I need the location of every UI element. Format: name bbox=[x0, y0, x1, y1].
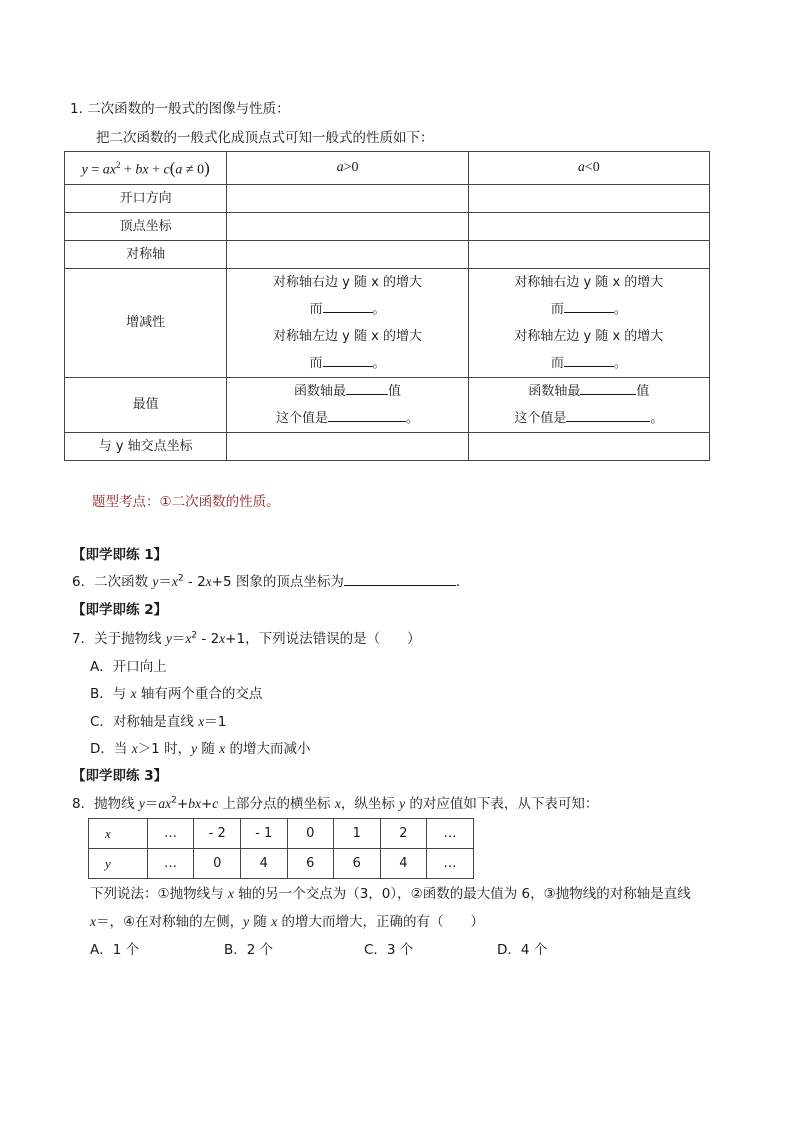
table-row bbox=[65, 432, 710, 460]
q8-text: + bbox=[200, 796, 213, 812]
stmt-text: 随 bbox=[249, 914, 272, 930]
ext-text: 。 bbox=[406, 410, 420, 426]
table-row bbox=[65, 212, 710, 240]
stmt-var: x bbox=[227, 886, 234, 901]
mono-blank-line bbox=[227, 350, 467, 377]
q8-option-d: D．4 个 bbox=[497, 942, 548, 958]
ext-text: 函数轴最 bbox=[528, 383, 581, 399]
q6-text: - 2 bbox=[183, 574, 206, 590]
opt-text: 的增大而减小 bbox=[225, 741, 311, 757]
extreme-line1 bbox=[227, 378, 467, 405]
table-row bbox=[65, 377, 710, 432]
q8-option-a: A．1 个 bbox=[90, 942, 140, 958]
cell-extreme-negative bbox=[468, 377, 709, 432]
formula-y: y bbox=[81, 162, 88, 178]
practice-label-3: 【即学即练 3】 bbox=[72, 768, 168, 784]
row-label-opening: 开口方向 bbox=[65, 184, 227, 212]
table-cell: - 1 bbox=[240, 819, 287, 849]
q6-text: ＝ bbox=[158, 574, 172, 590]
mono-blank-line bbox=[469, 296, 709, 323]
row-label-y-intercept: 与 y 轴交点坐标 bbox=[65, 432, 227, 460]
question-7 bbox=[72, 627, 421, 647]
cell-empty bbox=[227, 240, 468, 268]
q6-text: +5 图象的顶点坐标为 bbox=[211, 574, 344, 590]
option-c bbox=[90, 710, 226, 730]
opt-var: x bbox=[219, 741, 226, 756]
q8-text: 8．抛物线 bbox=[72, 796, 139, 812]
table-cell: x bbox=[89, 819, 148, 849]
cell-empty bbox=[227, 184, 468, 212]
q6-var: x bbox=[205, 574, 212, 589]
q8-text: ，纵坐标 bbox=[340, 796, 400, 812]
q7-var: x bbox=[219, 631, 226, 646]
stmt-var: x bbox=[271, 914, 278, 929]
option-d bbox=[90, 737, 310, 757]
option-b bbox=[90, 682, 262, 702]
q8-text: 的对应值如下表，从下表可知： bbox=[405, 796, 599, 812]
ext-text: 函数轴最 bbox=[294, 383, 347, 399]
stmt-text: 下列说法：①抛物线与 bbox=[90, 886, 228, 902]
ext-text: 这个值是 bbox=[514, 410, 567, 426]
mono-er: 而 bbox=[309, 301, 323, 317]
table-row bbox=[65, 268, 710, 377]
mono-blank-line bbox=[227, 296, 467, 323]
opt-text: B．与 bbox=[90, 686, 131, 702]
q6-var: y bbox=[152, 574, 159, 589]
statements-line-2 bbox=[90, 910, 484, 930]
values-row-x bbox=[89, 819, 474, 849]
formula-eq: = bbox=[87, 162, 103, 178]
q6-exp: 2 bbox=[177, 573, 184, 584]
ext-text: 这个值是 bbox=[276, 410, 329, 426]
stmt-text: 的增大而增大，正确的有（ ） bbox=[277, 914, 484, 930]
answer-blank bbox=[346, 382, 388, 395]
formula-c: c bbox=[163, 162, 170, 178]
table-cell: … bbox=[427, 819, 474, 849]
table-header-row bbox=[65, 152, 710, 185]
q7-var: x bbox=[185, 631, 192, 646]
table-cell: … bbox=[147, 819, 194, 849]
table-cell: 0 bbox=[194, 849, 241, 879]
q8-text: + bbox=[176, 796, 189, 812]
table-cell: 4 bbox=[380, 849, 427, 879]
q7-exp: 2 bbox=[191, 630, 198, 641]
ext-text: 值 bbox=[636, 383, 650, 399]
mono-end: 。 bbox=[372, 301, 386, 317]
q8-var: y bbox=[138, 796, 145, 811]
opt-var: x bbox=[130, 686, 137, 701]
q6-var: x bbox=[171, 574, 178, 589]
table-cell: 4 bbox=[240, 849, 287, 879]
answer-blank bbox=[328, 409, 406, 422]
row-label-monotonic: 增减性 bbox=[65, 268, 227, 377]
answer-blank bbox=[564, 354, 614, 367]
mono-er: 而 bbox=[550, 355, 564, 371]
cell-extreme-positive bbox=[227, 377, 468, 432]
table-row bbox=[65, 184, 710, 212]
stmt-text: ＝，④在对称轴的左侧， bbox=[96, 914, 244, 930]
cell-monotonic-positive bbox=[227, 268, 468, 377]
values-row-y bbox=[89, 849, 474, 879]
formula-cond-a: a bbox=[175, 162, 183, 178]
row-label-extreme: 最值 bbox=[65, 377, 227, 432]
answer-blank bbox=[323, 354, 373, 367]
q8-option-b: B．2 个 bbox=[224, 942, 274, 958]
cell-empty bbox=[468, 184, 709, 212]
mono-left-line: 对称轴左边 y 随 x 的增大 bbox=[514, 328, 664, 344]
q7-text: ＝ bbox=[171, 631, 186, 647]
extreme-line2 bbox=[469, 405, 709, 432]
mono-right-line: 对称轴右边 y 随 x 的增大 bbox=[273, 274, 422, 290]
col-header-a-negative bbox=[468, 152, 709, 185]
opt-var: x bbox=[198, 714, 205, 729]
opt-text: 轴有两个重合的交点 bbox=[136, 686, 263, 702]
section-intro: 把二次函数的一般式化成顶点式可知一般式的性质如下： bbox=[96, 130, 434, 146]
q8-text: 上部分点的横坐标 bbox=[218, 796, 335, 812]
col-pos-sym: >0 bbox=[343, 160, 359, 176]
row-label-axis: 对称轴 bbox=[65, 240, 227, 268]
mono-er: 而 bbox=[309, 355, 323, 371]
col-pos-a: a bbox=[336, 160, 344, 176]
q7-text: - 2 bbox=[197, 631, 220, 647]
q8-var: y bbox=[399, 796, 406, 811]
formula-paren-close: ) bbox=[204, 158, 210, 178]
mono-right-line: 对称轴右边 y 随 x 的增大 bbox=[514, 274, 664, 290]
col-neg-sym: <0 bbox=[584, 160, 600, 176]
opt-var: x bbox=[131, 741, 138, 756]
stmt-text: 轴的另一个交点为（3，0），②函数的最大值为 6，③抛物线的对称轴是直线 bbox=[233, 886, 691, 902]
section-heading: 1. 二次函数的一般式的图像与性质： bbox=[70, 101, 290, 117]
cell-empty bbox=[468, 212, 709, 240]
q8-option-c: C．3 个 bbox=[364, 942, 414, 958]
q6-text: 6．二次函数 bbox=[72, 574, 153, 590]
q7-var: y bbox=[165, 631, 172, 646]
formula-ax: ax bbox=[102, 162, 116, 178]
cell-empty bbox=[468, 240, 709, 268]
q8-text: ＝ bbox=[144, 796, 159, 812]
table-cell: y bbox=[89, 849, 148, 879]
answer-blank bbox=[580, 382, 636, 395]
question-8 bbox=[72, 792, 598, 812]
answer-blank bbox=[344, 573, 456, 586]
q6-text: ． bbox=[455, 574, 470, 590]
q7-text: 7．关于抛物线 bbox=[72, 631, 166, 647]
formula-bx: bx bbox=[135, 162, 149, 178]
col-header-a-positive bbox=[227, 152, 468, 185]
cell-empty bbox=[468, 432, 709, 460]
answer-blank bbox=[564, 300, 614, 313]
table-cell: 2 bbox=[380, 819, 427, 849]
opt-text: 随 bbox=[197, 741, 220, 757]
mono-end: 。 bbox=[372, 355, 386, 371]
opt-text: C．对称轴是直线 bbox=[90, 714, 199, 730]
formula-plus1: + bbox=[120, 162, 136, 178]
col-neg-a: a bbox=[577, 160, 585, 176]
opt-text: ＝1 bbox=[204, 714, 227, 730]
table-cell: … bbox=[427, 849, 474, 879]
extreme-line1 bbox=[469, 378, 709, 405]
cell-empty bbox=[227, 432, 468, 460]
formula-paren-open: ( bbox=[169, 158, 176, 178]
table-cell: - 2 bbox=[194, 819, 241, 849]
mono-blank-line bbox=[469, 350, 709, 377]
mono-end: 。 bbox=[613, 301, 627, 317]
question-6 bbox=[72, 570, 469, 590]
opt-text: ＞1 时， bbox=[137, 741, 192, 757]
table-cell: 6 bbox=[334, 849, 381, 879]
q8-var: ax bbox=[158, 796, 172, 811]
option-a: A．开口向上 bbox=[90, 659, 167, 675]
q8-var: bx bbox=[188, 796, 201, 811]
formula-plus2: + bbox=[148, 162, 164, 178]
practice-label-2: 【即学即练 2】 bbox=[72, 602, 168, 618]
values-table bbox=[88, 818, 474, 879]
table-cell: 1 bbox=[334, 819, 381, 849]
properties-table bbox=[64, 151, 710, 461]
q7-text: +1，下列说法错误的是（ ） bbox=[225, 631, 421, 647]
ext-text: 。 bbox=[650, 410, 664, 426]
row-label-vertex: 顶点坐标 bbox=[65, 212, 227, 240]
mono-er: 而 bbox=[550, 301, 564, 317]
cell-monotonic-negative bbox=[468, 268, 709, 377]
formula-exp: 2 bbox=[115, 160, 121, 170]
cell-empty bbox=[227, 212, 468, 240]
opt-var: y bbox=[191, 741, 198, 756]
ext-text: 值 bbox=[388, 383, 402, 399]
statements-line-1 bbox=[90, 882, 691, 902]
table-cell: 0 bbox=[287, 819, 334, 849]
answer-blank bbox=[566, 409, 650, 422]
table-row bbox=[65, 240, 710, 268]
extreme-line2 bbox=[227, 405, 467, 432]
stmt-var: y bbox=[243, 914, 250, 929]
table-cell: 6 bbox=[287, 849, 334, 879]
exam-point: 题型考点：①二次函数的性质。 bbox=[92, 494, 280, 510]
table-cell: … bbox=[147, 849, 194, 879]
mono-left-line: 对称轴左边 y 随 x 的增大 bbox=[273, 328, 422, 344]
q8-var: c bbox=[212, 796, 219, 811]
q8-exp: 2 bbox=[171, 795, 177, 806]
mono-end: 。 bbox=[613, 355, 627, 371]
formula-cond: ≠ 0 bbox=[182, 162, 205, 178]
opt-text: D．当 bbox=[90, 741, 132, 757]
stmt-var: x bbox=[90, 914, 96, 929]
formula-cell bbox=[65, 152, 227, 185]
q8-var: x bbox=[334, 796, 341, 811]
practice-label-1: 【即学即练 1】 bbox=[72, 547, 168, 563]
answer-blank bbox=[323, 300, 373, 313]
